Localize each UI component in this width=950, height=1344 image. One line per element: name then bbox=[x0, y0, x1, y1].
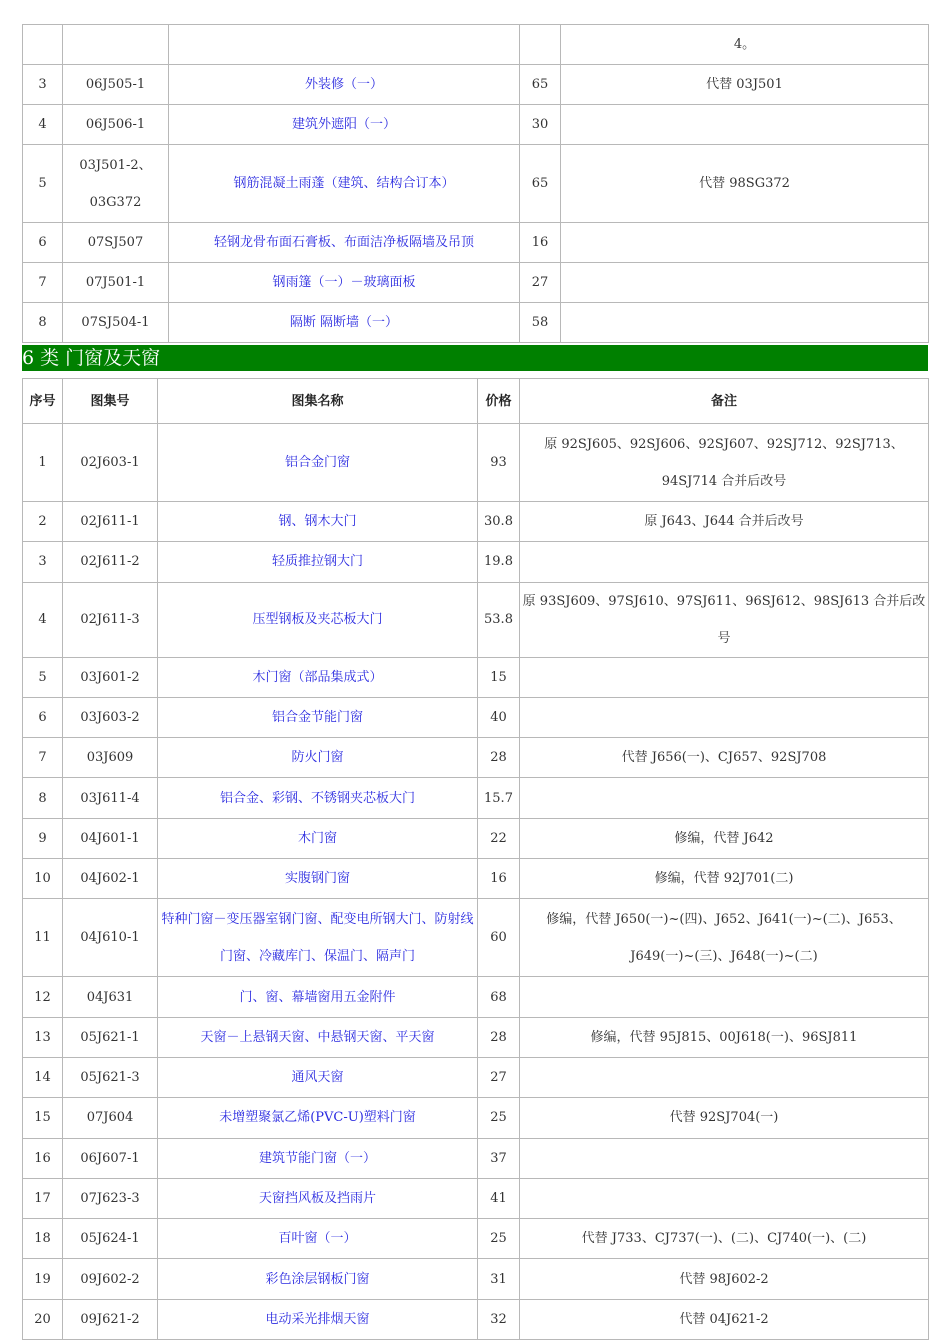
cell-name[interactable]: 铝合金节能门窗 bbox=[158, 697, 478, 737]
cell-name bbox=[169, 25, 520, 65]
cell-price: 68 bbox=[478, 977, 520, 1017]
cell-note: 修编，代替 J642 bbox=[520, 818, 929, 858]
table-row bbox=[23, 738, 929, 778]
table-row bbox=[23, 105, 929, 145]
cell-name[interactable]: 天窗－上悬钢天窗、中悬钢天窗、平天窗 bbox=[158, 1017, 478, 1057]
cell-price: 25 bbox=[478, 1219, 520, 1259]
cell-name[interactable]: 门、窗、幕墙窗用五金附件 bbox=[158, 977, 478, 1017]
table-header-row bbox=[23, 379, 929, 424]
cell-price: 30 bbox=[520, 105, 561, 145]
cell-price: 60 bbox=[478, 899, 520, 977]
cell-price: 30.8 bbox=[478, 502, 520, 542]
cell-code: 04J602-1 bbox=[63, 859, 158, 899]
cell-note: 代替 98J602-2 bbox=[520, 1259, 929, 1299]
cell-no: 2 bbox=[23, 502, 63, 542]
cell-note: 原 93SJ609、97SJ610、97SJ611、96SJ612、98SJ613 合并后改号 bbox=[520, 582, 929, 657]
cell-no: 10 bbox=[23, 859, 63, 899]
cell-name[interactable]: 钢雨篷（一）－玻璃面板 bbox=[169, 263, 520, 303]
cell-price: 53.8 bbox=[478, 582, 520, 657]
cell-code: 03J611-4 bbox=[63, 778, 158, 818]
cell-code: 03J501-2、03G372 bbox=[63, 145, 169, 223]
header-name: 图集名称 bbox=[158, 379, 478, 424]
cell-code: 06J506-1 bbox=[63, 105, 169, 145]
cell-price bbox=[520, 25, 561, 65]
table-row bbox=[23, 263, 929, 303]
cell-code bbox=[63, 25, 169, 65]
cell-note: 修编，代替 J650(一)~(四)、J652、J641(一)~(二)、J653、J649(一)~(三)、J648(一)~(二) bbox=[520, 899, 929, 977]
cell-code: 05J624-1 bbox=[63, 1219, 158, 1259]
cell-code: 02J603-1 bbox=[63, 424, 158, 502]
cell-name[interactable]: 实腹钢门窗 bbox=[158, 859, 478, 899]
table-row bbox=[23, 1178, 929, 1218]
cell-name[interactable]: 压型钢板及夹芯板大门 bbox=[158, 582, 478, 657]
cell-name[interactable]: 建筑外遮阳（一） bbox=[169, 105, 520, 145]
cell-name[interactable]: 百叶窗（一） bbox=[158, 1219, 478, 1259]
cell-price: 19.8 bbox=[478, 542, 520, 582]
cell-no: 7 bbox=[23, 263, 63, 303]
cell-price: 65 bbox=[520, 145, 561, 223]
cell-name[interactable]: 通风天窗 bbox=[158, 1057, 478, 1097]
cell-code: 02J611-3 bbox=[63, 582, 158, 657]
table-row bbox=[23, 502, 929, 542]
cell-note: 原 92SJ605、92SJ606、92SJ607、92SJ712、92SJ713、94SJ714 合并后改号 bbox=[520, 424, 929, 502]
header-price: 价格 bbox=[478, 379, 520, 424]
cell-code: 04J610-1 bbox=[63, 899, 158, 977]
cell-no: 6 bbox=[23, 697, 63, 737]
cell-name[interactable]: 电动采光排烟天窗 bbox=[158, 1299, 478, 1339]
cell-price: 58 bbox=[520, 303, 561, 343]
table-row bbox=[23, 542, 929, 582]
cell-note: 原 J643、J644 合并后改号 bbox=[520, 502, 929, 542]
cell-name[interactable]: 建筑节能门窗（一） bbox=[158, 1138, 478, 1178]
doors-windows-table bbox=[22, 378, 929, 1340]
cell-no: 13 bbox=[23, 1017, 63, 1057]
cell-no: 3 bbox=[23, 65, 63, 105]
cell-price: 32 bbox=[478, 1299, 520, 1339]
cell-note: 代替 98SG372 bbox=[561, 145, 929, 223]
cell-price: 37 bbox=[478, 1138, 520, 1178]
cell-note bbox=[520, 778, 929, 818]
header-no: 序号 bbox=[23, 379, 63, 424]
cell-no: 4 bbox=[23, 582, 63, 657]
cell-code: 07SJ507 bbox=[63, 223, 169, 263]
cell-note: 4。 bbox=[561, 25, 929, 65]
cell-price: 28 bbox=[478, 1017, 520, 1057]
cell-no: 9 bbox=[23, 818, 63, 858]
cell-price: 22 bbox=[478, 818, 520, 858]
cell-note bbox=[520, 697, 929, 737]
table-row bbox=[23, 424, 929, 502]
cell-name[interactable]: 轻钢龙骨布面石膏板、布面洁净板隔墙及吊顶 bbox=[169, 223, 520, 263]
cell-code: 04J601-1 bbox=[63, 818, 158, 858]
cell-note: 代替 J656(一)、CJ657、92SJ708 bbox=[520, 738, 929, 778]
table-row bbox=[23, 145, 929, 223]
cell-note bbox=[561, 263, 929, 303]
table-row bbox=[23, 818, 929, 858]
cell-name[interactable]: 未增塑聚氯乙烯(PVC-U)塑料门窗 bbox=[158, 1098, 478, 1138]
cell-note bbox=[561, 223, 929, 263]
table-row bbox=[23, 1057, 929, 1097]
cell-price: 65 bbox=[520, 65, 561, 105]
cell-name[interactable]: 轻质推拉钢大门 bbox=[158, 542, 478, 582]
cell-price: 31 bbox=[478, 1259, 520, 1299]
table-row bbox=[23, 1098, 929, 1138]
cell-no: 17 bbox=[23, 1178, 63, 1218]
cell-no: 18 bbox=[23, 1219, 63, 1259]
cell-code: 03J601-2 bbox=[63, 657, 158, 697]
section-title-banner: 6 类 门窗及天窗 bbox=[22, 345, 928, 371]
cell-price: 15.7 bbox=[478, 778, 520, 818]
table-row bbox=[23, 65, 929, 105]
cell-note bbox=[520, 977, 929, 1017]
cell-note bbox=[520, 1178, 929, 1218]
cell-no: 15 bbox=[23, 1098, 63, 1138]
cell-code: 05J621-3 bbox=[63, 1057, 158, 1097]
cell-code: 03J609 bbox=[63, 738, 158, 778]
cell-no: 4 bbox=[23, 105, 63, 145]
cell-code: 09J621-2 bbox=[63, 1299, 158, 1339]
cell-no: 1 bbox=[23, 424, 63, 502]
cell-name[interactable]: 外装修（一） bbox=[169, 65, 520, 105]
cell-code: 05J621-1 bbox=[63, 1017, 158, 1057]
cell-code: 03J603-2 bbox=[63, 697, 158, 737]
table-row bbox=[23, 1259, 929, 1299]
cell-no: 12 bbox=[23, 977, 63, 1017]
cell-name[interactable]: 铝合金、彩钢、不锈钢夹芯板大门 bbox=[158, 778, 478, 818]
cell-note: 修编，代替 95J815、00J618(一)、96SJ811 bbox=[520, 1017, 929, 1057]
cell-code: 07SJ504-1 bbox=[63, 303, 169, 343]
table-row bbox=[23, 1219, 929, 1259]
cell-code: 07J623-3 bbox=[63, 1178, 158, 1218]
table-row bbox=[23, 303, 929, 343]
cell-note: 代替 03J501 bbox=[561, 65, 929, 105]
cell-code: 04J631 bbox=[63, 977, 158, 1017]
cell-no: 14 bbox=[23, 1057, 63, 1097]
cell-name[interactable]: 木门窗（部品集成式） bbox=[158, 657, 478, 697]
cell-note: 代替 04J621-2 bbox=[520, 1299, 929, 1339]
cell-price: 28 bbox=[478, 738, 520, 778]
cell-code: 09J602-2 bbox=[63, 1259, 158, 1299]
cell-no: 19 bbox=[23, 1259, 63, 1299]
cell-name[interactable]: 钢、钢木大门 bbox=[158, 502, 478, 542]
cell-note: 代替 92SJ704(一) bbox=[520, 1098, 929, 1138]
cell-price: 93 bbox=[478, 424, 520, 502]
header-code: 图集号 bbox=[63, 379, 158, 424]
cell-price: 16 bbox=[520, 223, 561, 263]
cell-no: 7 bbox=[23, 738, 63, 778]
table-row bbox=[23, 977, 929, 1017]
table-row bbox=[23, 657, 929, 697]
cell-code: 06J505-1 bbox=[63, 65, 169, 105]
cell-note bbox=[561, 303, 929, 343]
doors-windows-body bbox=[23, 424, 929, 1340]
cell-price: 25 bbox=[478, 1098, 520, 1138]
cell-name[interactable]: 防火门窗 bbox=[158, 738, 478, 778]
cell-no: 11 bbox=[23, 899, 63, 977]
cell-no: 6 bbox=[23, 223, 63, 263]
cell-code: 02J611-1 bbox=[63, 502, 158, 542]
table-row bbox=[23, 859, 929, 899]
cell-price: 27 bbox=[478, 1057, 520, 1097]
header-note: 备注 bbox=[520, 379, 929, 424]
cell-note: 修编，代替 92J701(二) bbox=[520, 859, 929, 899]
cell-no: 8 bbox=[23, 303, 63, 343]
cell-name[interactable]: 天窗挡风板及挡雨片 bbox=[158, 1178, 478, 1218]
cell-code: 07J501-1 bbox=[63, 263, 169, 303]
cell-price: 40 bbox=[478, 697, 520, 737]
table-row bbox=[23, 778, 929, 818]
cell-no: 3 bbox=[23, 542, 63, 582]
cell-code: 07J604 bbox=[63, 1098, 158, 1138]
cell-price: 15 bbox=[478, 657, 520, 697]
cell-name[interactable]: 木门窗 bbox=[158, 818, 478, 858]
cell-note: 代替 J733、CJ737(一)、(二)、CJ740(一)、(二) bbox=[520, 1219, 929, 1259]
previous-section-body bbox=[23, 25, 929, 343]
cell-note bbox=[520, 1057, 929, 1097]
cell-note bbox=[520, 657, 929, 697]
cell-name[interactable]: 特种门窗－变压器室钢门窗、配变电所钢大门、防射线门窗、冷藏库门、保温门、隔声门 bbox=[158, 899, 478, 977]
cell-name[interactable]: 铝合金门窗 bbox=[158, 424, 478, 502]
table-row bbox=[23, 697, 929, 737]
table-row bbox=[23, 1017, 929, 1057]
table-row bbox=[23, 1138, 929, 1178]
cell-note bbox=[561, 105, 929, 145]
cell-no: 5 bbox=[23, 657, 63, 697]
cell-no: 5 bbox=[23, 145, 63, 223]
cell-price: 27 bbox=[520, 263, 561, 303]
cell-note bbox=[520, 1138, 929, 1178]
table-row bbox=[23, 582, 929, 657]
table-row bbox=[23, 899, 929, 977]
cell-name[interactable]: 彩色涂层钢板门窗 bbox=[158, 1259, 478, 1299]
cell-no: 20 bbox=[23, 1299, 63, 1339]
cell-price: 16 bbox=[478, 859, 520, 899]
table-row bbox=[23, 1299, 929, 1339]
previous-section-table bbox=[22, 24, 929, 343]
cell-code: 06J607-1 bbox=[63, 1138, 158, 1178]
cell-no: 8 bbox=[23, 778, 63, 818]
cell-code: 02J611-2 bbox=[63, 542, 158, 582]
table-row bbox=[23, 25, 929, 65]
cell-no: 16 bbox=[23, 1138, 63, 1178]
table-row bbox=[23, 223, 929, 263]
cell-note bbox=[520, 542, 929, 582]
cell-name[interactable]: 隔断 隔断墙（一） bbox=[169, 303, 520, 343]
cell-name[interactable]: 钢筋混凝土雨蓬（建筑、结构合订本） bbox=[169, 145, 520, 223]
cell-no bbox=[23, 25, 63, 65]
cell-price: 41 bbox=[478, 1178, 520, 1218]
